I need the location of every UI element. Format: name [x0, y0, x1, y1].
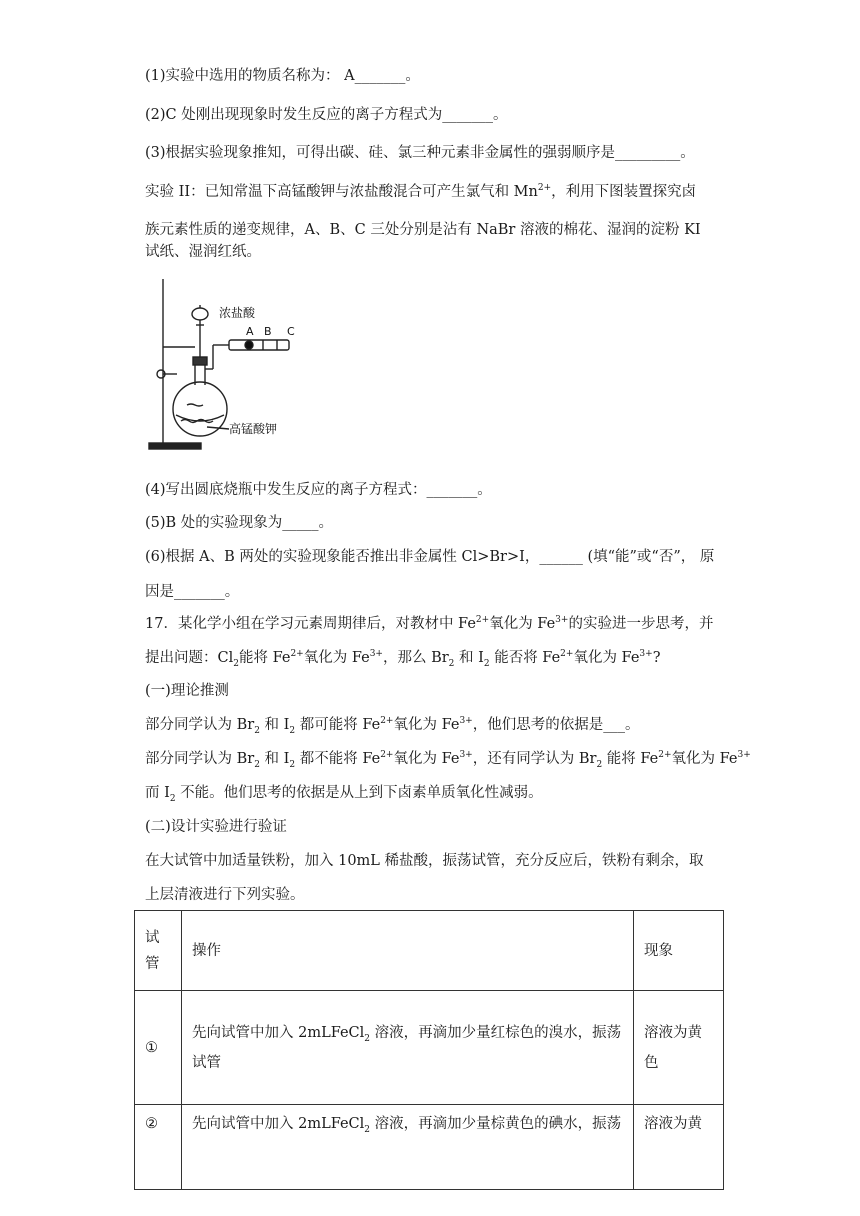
table-row — [135, 1105, 724, 1190]
header-operation: 操作 — [182, 911, 634, 991]
tube-number: ① — [135, 991, 182, 1105]
question-6-line-1: (6)根据 A、B 两处的实验现象能否推出非金属性 Cl>Br>I，______ (填“能”或“否”， 原 — [145, 549, 715, 565]
question-4: (4)写出圆底烧瓶中发生反应的离子方程式：_______。 — [145, 482, 492, 498]
operation-cell: 先向试管中加入 2mLFeCl$_2$ 溶液，再滴加少量棕黄色的碘水，振荡 — [182, 1105, 634, 1190]
part-2-heading: (二)设计实验进行验证 — [145, 819, 287, 835]
table-row — [135, 991, 724, 1105]
label-a: A — [246, 325, 254, 338]
tube-number: ② — [135, 1105, 182, 1190]
apparatus-figure — [145, 277, 305, 462]
header-observation: 现象 — [634, 911, 724, 991]
label-potassium-permanganate: 高锰酸钾 — [229, 422, 278, 436]
question-2: (2)C 处刚出现现象时发生反应的离子方程式为_______。 — [145, 107, 508, 123]
part-1-paragraph-3: 而 $I_2$ 不能。他们思考的依据是从上到下卤素单质氧化性减弱。 — [145, 785, 543, 804]
label-c: C — [287, 325, 295, 338]
observation-cell: 溶液为黄色 — [634, 991, 724, 1105]
part-1-heading: (一)理论推测 — [145, 683, 229, 699]
part-2-paragraph-1: 在大试管中加适量铁粉，加入 10mL 稀盐酸，振荡试管，充分反应后，铁粉有剩余，取 — [145, 853, 704, 869]
header-tube: 试管 — [135, 911, 182, 991]
question-5: (5)B 处的实验现象为_____。 — [145, 515, 334, 531]
question-6-line-2: 因是_______。 — [145, 584, 240, 600]
experiment-2-line-1: 实验 II：已知常温下高锰酸钾与浓盐酸混合可产生氯气和 $Mn^{2+}$，利用下图装置探究卤 — [145, 183, 697, 200]
experiment-2-line-3: 试纸、湿润红纸。 — [145, 244, 261, 260]
question-17-line-2: 提出问题：$Cl_2$能将 $Fe^{2+}$氧化为 $Fe^{3+}$，那么 $Br_2$ 和 $I_2$ 能否将 $Fe^{2+}$氧化为 $Fe^{3+}$? — [145, 649, 661, 669]
question-1: (1)实验中选用的物质名称为： A_______。 — [145, 68, 420, 84]
table-header-row — [135, 911, 724, 991]
question-3: (3)根据实验现象推知，可得出碳、硅、氯三种元素非金属性的强弱顺序是_________。 — [145, 145, 695, 161]
part-1-paragraph-1: 部分同学认为 $Br_2$ 和 $I_2$ 都可能将 $Fe^{2+}$氧化为 $Fe^{3+}$，他们思考的依据是___。 — [145, 716, 640, 736]
part-2-paragraph-2: 上层清液进行下列实验。 — [145, 887, 305, 903]
part-1-paragraph-2: 部分同学认为 $Br_2$ 和 $I_2$ 都不能将 $Fe^{2+}$氧化为 $Fe^{3+}$，还有同学认为 $Br_2$ 能将 $Fe^{2+}$氧化为 $Fe^{3+}$ — [145, 750, 751, 770]
observation-cell: 溶液为黄 — [634, 1105, 724, 1190]
label-b: B — [264, 325, 272, 338]
question-17-line-1: 17．某化学小组在学习元素周期律后，对教材中 $Fe^{2+}$氧化为 $Fe^{3+}$的实验进一步思考，并 — [145, 615, 714, 632]
experiment-2-line-2: 族元素性质的递变规律，A、B、C 三处分别是沾有 NaBr 溶液的棉花、湿润的淀粉 KI — [145, 222, 701, 238]
experiment-table — [134, 910, 724, 1190]
operation-cell: 先向试管中加入 2mLFeCl$_2$ 溶液，再滴加少量红棕色的溴水，振荡试管 — [182, 991, 634, 1105]
label-hydrochloric-acid: 浓盐酸 — [219, 306, 256, 320]
